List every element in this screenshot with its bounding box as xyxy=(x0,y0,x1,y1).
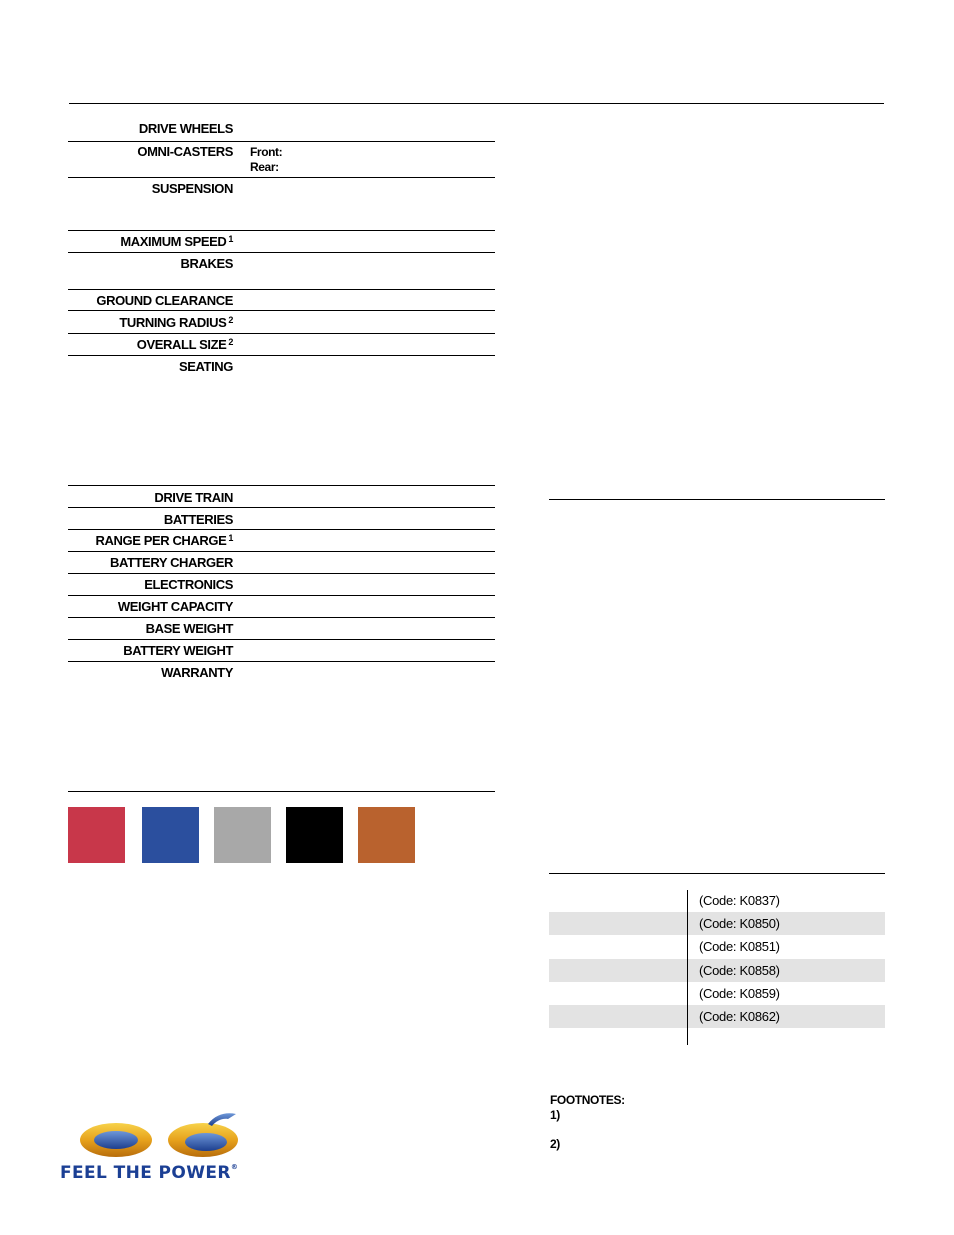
brand-logo xyxy=(58,1110,268,1185)
spec-row-range-per-charge xyxy=(68,529,495,552)
spec-row-drive-train xyxy=(68,485,495,508)
spec-label: BATTERIES xyxy=(163,512,233,527)
color-swatch-black xyxy=(286,807,343,863)
color-swatch-blue xyxy=(142,807,199,863)
spec-label: BRAKES xyxy=(180,256,233,271)
code-row xyxy=(549,982,885,1005)
spec-label: DRIVE TRAIN xyxy=(154,490,233,505)
spec-row-maximum-speed xyxy=(68,230,495,253)
spec-label: WARRANTY xyxy=(161,665,233,680)
spec-row-turning-radius xyxy=(68,310,495,334)
footnote-1: 1) xyxy=(550,1108,560,1122)
spec-row-overall-size xyxy=(68,333,495,356)
omni-rear-label: Rear: xyxy=(250,160,279,174)
right-mid-rule xyxy=(549,499,885,500)
top-rule xyxy=(69,103,884,104)
code-row xyxy=(549,935,885,958)
codes-rule xyxy=(549,873,885,874)
spec-label: OMNI-CASTERS xyxy=(137,144,233,159)
spec-label: GROUND CLEARANCE xyxy=(96,293,233,308)
q6-logo-icon xyxy=(58,1110,268,1165)
code-row xyxy=(549,959,885,982)
code-row xyxy=(549,1005,885,1028)
spec-row-seating xyxy=(68,355,495,486)
spec-label: DRIVE WHEELS xyxy=(138,121,233,136)
spec-row-warranty xyxy=(68,661,495,792)
code-row xyxy=(549,889,885,912)
codes-divider xyxy=(687,890,688,1045)
code-text: (Code: K0862) xyxy=(699,1009,780,1024)
spec-row-base-weight xyxy=(68,617,495,640)
spec-row-omni-casters xyxy=(68,141,495,178)
spec-label: WEIGHT CAPACITY xyxy=(117,599,233,614)
spec-row-drive-wheels xyxy=(68,119,495,141)
spec-row-battery-charger xyxy=(68,551,495,574)
spec-row-battery-weight xyxy=(68,639,495,662)
color-swatch-copper xyxy=(358,807,415,863)
spec-row-suspension xyxy=(68,177,495,231)
code-text: (Code: K0850) xyxy=(699,916,780,931)
omni-front-label: Front: xyxy=(250,145,283,159)
spec-row-electronics xyxy=(68,573,495,596)
spec-row-weight-capacity xyxy=(68,595,495,618)
spec-row-batteries xyxy=(68,507,495,530)
spec-label: SEATING xyxy=(178,359,233,374)
footnote-2: 2) xyxy=(550,1137,560,1151)
code-text: (Code: K0858) xyxy=(699,963,780,978)
footnotes-title: FOOTNOTES: xyxy=(550,1093,625,1107)
color-swatch-silver xyxy=(214,807,271,863)
code-text: (Code: K0837) xyxy=(699,893,780,908)
spec-label: RANGE PER CHARGE $^1$ xyxy=(95,533,233,548)
code-text: (Code: K0851) xyxy=(699,939,780,954)
color-swatch-red xyxy=(68,807,125,863)
spec-row-ground-clearance xyxy=(68,289,495,311)
spec-label: ELECTRONICS xyxy=(144,577,233,592)
code-text: (Code: K0859) xyxy=(699,986,780,1001)
code-row xyxy=(549,912,885,935)
logo-tagline: FEEL THE POWER® xyxy=(60,1163,239,1183)
spec-row-brakes xyxy=(68,252,495,290)
spec-label: BATTERY WEIGHT xyxy=(123,643,233,658)
spec-label: BATTERY CHARGER xyxy=(109,555,233,570)
colors-rule xyxy=(68,791,495,792)
spec-label: SUSPENSION xyxy=(151,181,233,196)
spec-label: OVERALL SIZE $^2$ xyxy=(136,337,233,352)
spec-label: TURNING RADIUS $^2$ xyxy=(119,315,233,330)
spec-label: MAXIMUM SPEED $^1$ xyxy=(120,234,233,249)
spec-label: BASE WEIGHT xyxy=(145,621,233,636)
